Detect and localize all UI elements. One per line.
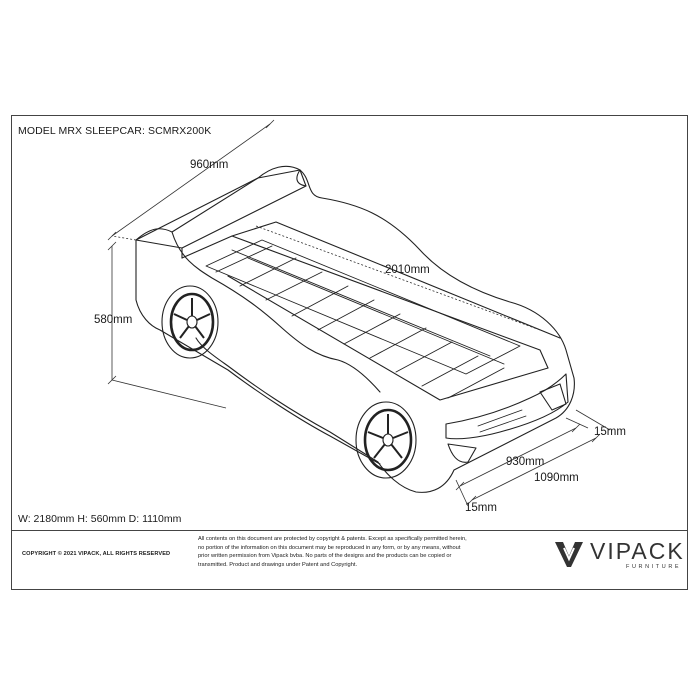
footer-divider: [11, 530, 688, 531]
dim-offset-bottom: 15mm: [465, 502, 497, 514]
legal-text: [198, 535, 508, 569]
brand-tagline: FURNITURE: [626, 564, 682, 570]
model-title: MODEL MRX SLEEPCAR: SCMRX200K: [18, 125, 212, 137]
side-panel-curve: [172, 232, 380, 392]
legal-line: prior written permission from Vipack bvba. No parts of the designs and the products can be copied or: [198, 553, 452, 560]
vipack-logo-icon: [554, 540, 584, 568]
headboard: [136, 170, 306, 248]
legal-line: no portion of the information on this document may be reproduced in any form, or by any means, without: [198, 544, 461, 551]
dim-outer-width: 1090mm: [534, 472, 579, 484]
dim-height: 580mm: [94, 314, 133, 326]
frame-rail-left: [182, 236, 548, 368]
overall-dimensions: W: 2180mm H: 560mm D: 1110mm: [18, 513, 182, 525]
dim-width-top: 960mm: [190, 159, 229, 171]
dim-inner-width: 930mm: [506, 456, 545, 468]
legal-line: All contents on this document are protected by copyright & patents. Except as specifically permitted herein,: [198, 536, 467, 542]
copyright-notice: COPYRIGHT © 2021 VIPACK, ALL RIGHTS RESERVED: [22, 551, 171, 557]
dim-offset-right: 15mm: [594, 426, 626, 438]
side-panel-outline: [136, 166, 574, 492]
legal-line: transmitted. Product and drawings under Patent and Copyright.: [198, 561, 358, 568]
wheel-front: [356, 402, 416, 478]
brand-name: VIPACK: [590, 538, 685, 564]
dim-length: 2010mm: [385, 264, 430, 276]
